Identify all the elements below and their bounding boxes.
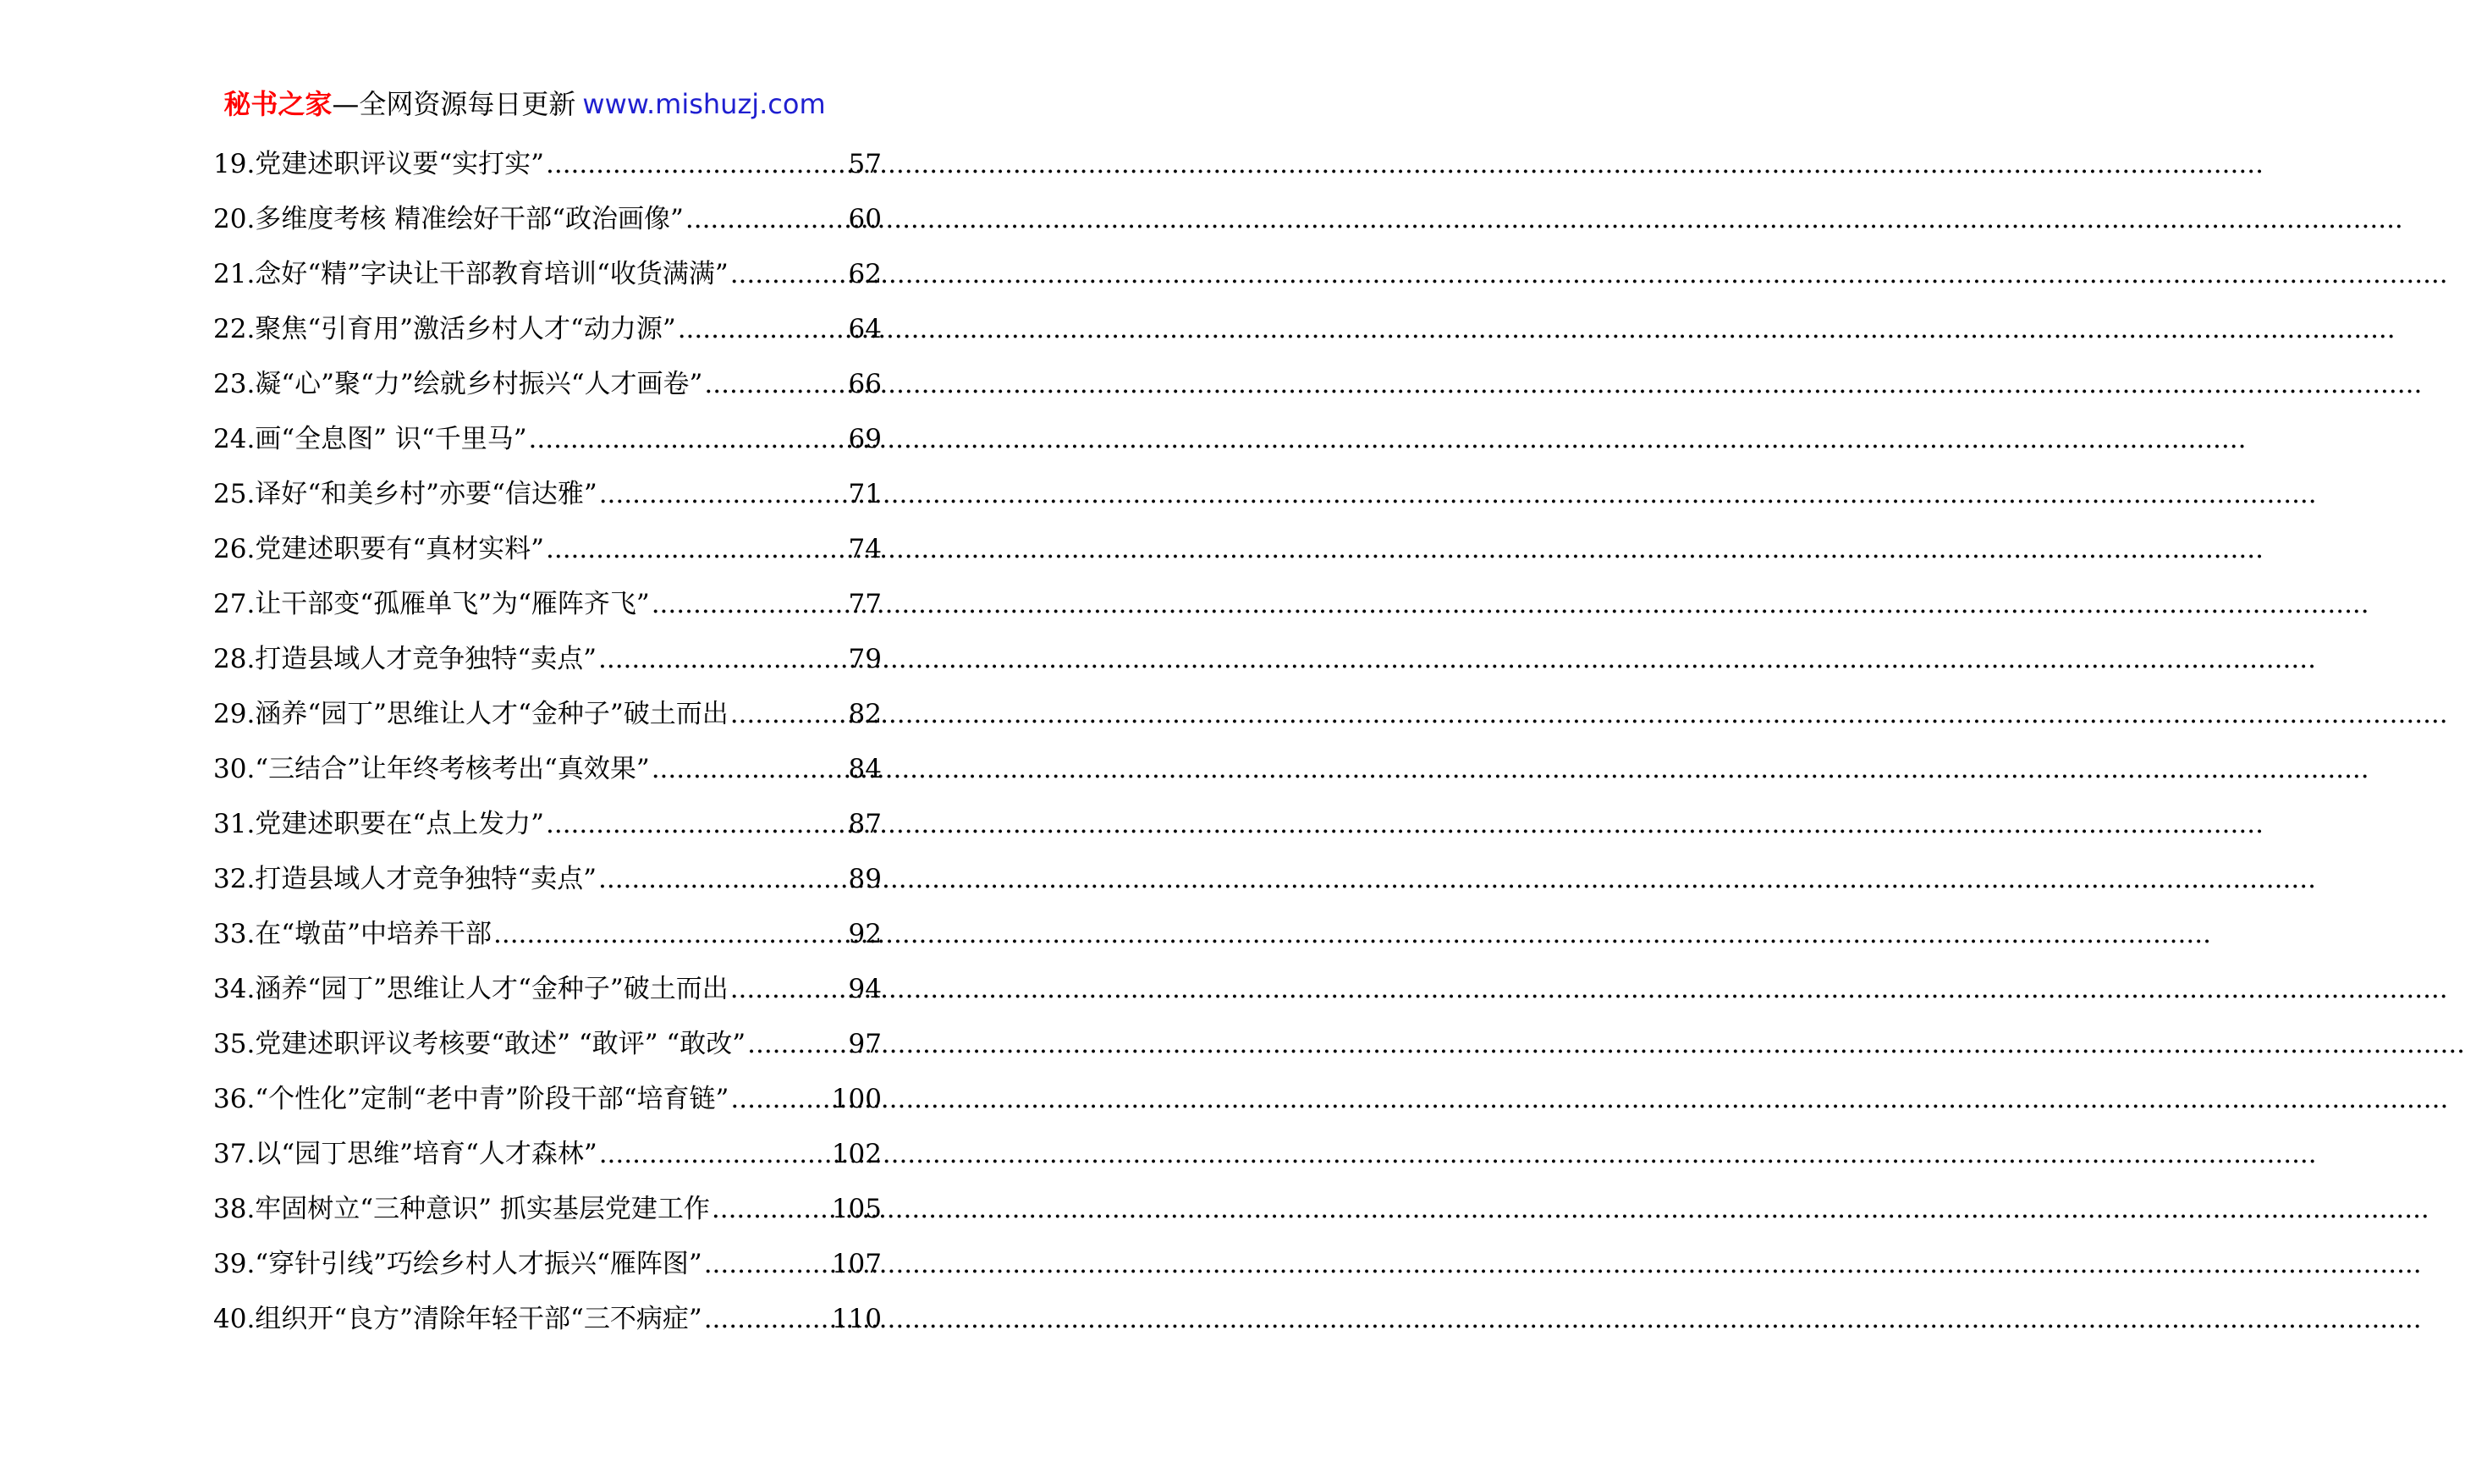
site-url-link[interactable]: www.mishuzj.com bbox=[582, 88, 826, 120]
toc-entry-title: 25.译好“和美乡村”亦要“信达雅” bbox=[213, 479, 597, 509]
toc-entry[interactable] bbox=[213, 522, 882, 577]
toc-entry[interactable] bbox=[213, 192, 882, 247]
table-of-contents bbox=[213, 137, 882, 1347]
toc-page-number: 105 bbox=[831, 1194, 882, 1224]
toc-entry[interactable] bbox=[213, 137, 882, 192]
toc-entry[interactable] bbox=[213, 1072, 882, 1127]
brand-name: 秘书之家 bbox=[223, 88, 333, 120]
toc-entry[interactable] bbox=[213, 1182, 882, 1237]
toc-entry-title: 40.组织开“良方”清除年轻干部“三不病症” bbox=[213, 1304, 702, 1334]
toc-entry[interactable] bbox=[213, 302, 882, 357]
toc-entry[interactable] bbox=[213, 1017, 882, 1072]
toc-entry[interactable] bbox=[213, 742, 882, 797]
toc-dot-leader bbox=[704, 1237, 830, 1292]
toc-entry-title: 24.画“全息图” 识“千里马” bbox=[213, 424, 527, 454]
toc-dot-leader bbox=[678, 302, 847, 357]
toc-entry-title: 20.多维度考核 精准绘好干部“政治画像” bbox=[213, 204, 684, 234]
toc-dot-leader bbox=[546, 522, 847, 577]
toc-page-number: 60 bbox=[848, 204, 882, 234]
toc-entry[interactable] bbox=[213, 797, 882, 852]
toc-entry-title: 36.“个性化”定制“老中青”阶段干部“培育链” bbox=[213, 1084, 729, 1114]
toc-entry[interactable] bbox=[213, 1127, 882, 1182]
toc-page-number: 62 bbox=[848, 259, 882, 289]
toc-dot-leader bbox=[598, 632, 847, 687]
toc-entry-title: 32.打造县域人才竞争独特“卖点” bbox=[213, 864, 597, 894]
toc-entry[interactable] bbox=[213, 1292, 882, 1347]
toc-page-number: 94 bbox=[848, 974, 882, 1004]
toc-dot-leader bbox=[546, 797, 847, 852]
toc-entry[interactable] bbox=[213, 412, 882, 467]
toc-page-number: 77 bbox=[848, 589, 882, 619]
toc-entry-title: 38.牢固树立“三种意识” 抓实基层党建工作 bbox=[213, 1194, 710, 1224]
toc-page-number: 82 bbox=[848, 699, 882, 729]
toc-entry-title: 28.打造县域人才竞争独特“卖点” bbox=[213, 644, 597, 674]
toc-page-number: 102 bbox=[831, 1139, 882, 1169]
toc-dot-leader bbox=[546, 137, 847, 192]
toc-page-number: 64 bbox=[848, 314, 882, 344]
toc-entry-title: 37.以“园丁思维”培育“人才森林” bbox=[213, 1139, 597, 1169]
toc-dot-leader bbox=[599, 467, 847, 522]
toc-entry-title: 22.聚焦“引育用”激活乡村人才“动力源” bbox=[213, 314, 676, 344]
toc-dot-leader bbox=[747, 1017, 846, 1072]
toc-entry[interactable] bbox=[213, 247, 882, 302]
toc-page-number: 89 bbox=[848, 864, 882, 894]
site-header bbox=[0, 83, 1049, 125]
toc-entry[interactable] bbox=[213, 962, 882, 1017]
toc-page-number: 69 bbox=[848, 424, 882, 454]
toc-entry-title: 29.涵养“园丁”思维让人才“金种子”破土而出 bbox=[213, 699, 729, 729]
toc-dot-leader bbox=[652, 742, 847, 797]
toc-entry[interactable] bbox=[213, 577, 882, 632]
toc-dot-leader bbox=[652, 577, 847, 632]
toc-page-number: 87 bbox=[848, 809, 882, 839]
toc-entry-title: 30.“三结合”让年终考核考出“真效果” bbox=[213, 754, 650, 784]
toc-entry-title: 26.党建述职要有“真材实料” bbox=[213, 534, 544, 564]
toc-entry[interactable] bbox=[213, 852, 882, 907]
toc-page-number: 71 bbox=[848, 479, 882, 509]
toc-page-number: 100 bbox=[831, 1084, 882, 1114]
toc-dot-leader bbox=[685, 192, 847, 247]
toc-entry-title: 27.让干部变“孤雁单飞”为“雁阵齐飞” bbox=[213, 589, 650, 619]
toc-page-number: 107 bbox=[831, 1249, 882, 1279]
toc-dot-leader bbox=[599, 1127, 830, 1182]
toc-dot-leader bbox=[493, 907, 847, 962]
toc-entry-title: 31.党建述职要在“点上发力” bbox=[213, 809, 544, 839]
toc-entry[interactable] bbox=[213, 467, 882, 522]
toc-page-number: 66 bbox=[848, 369, 882, 399]
toc-entry-title: 33.在“墩苗”中培养干部 bbox=[213, 919, 492, 949]
toc-dot-leader bbox=[712, 1182, 830, 1237]
toc-entry[interactable] bbox=[213, 357, 882, 412]
toc-dot-leader bbox=[730, 1072, 829, 1127]
toc-entry-title: 23.凝“心”聚“力”绘就乡村振兴“人才画卷” bbox=[213, 369, 703, 399]
toc-entry[interactable] bbox=[213, 687, 882, 742]
toc-dot-leader bbox=[529, 412, 847, 467]
toc-entry[interactable] bbox=[213, 907, 882, 962]
toc-dot-leader bbox=[730, 247, 847, 302]
header-tagline: —全网资源每日更新 bbox=[332, 88, 576, 120]
toc-dot-leader bbox=[730, 962, 847, 1017]
toc-entry-title: 21.念好“精”字诀让干部教育培训“收货满满” bbox=[213, 259, 729, 289]
toc-entry[interactable] bbox=[213, 632, 882, 687]
toc-dot-leader bbox=[598, 852, 847, 907]
toc-page-number: 74 bbox=[848, 534, 882, 564]
toc-entry[interactable] bbox=[213, 1237, 882, 1292]
toc-page-number: 84 bbox=[848, 754, 882, 784]
toc-page-number: 57 bbox=[848, 149, 882, 179]
toc-entry-title: 19.党建述职评议要“实打实” bbox=[213, 149, 544, 179]
toc-dot-leader bbox=[704, 1292, 830, 1347]
toc-dot-leader bbox=[730, 687, 847, 742]
toc-page-number: 92 bbox=[848, 919, 882, 949]
toc-page-number: 110 bbox=[831, 1304, 882, 1334]
toc-page-number: 79 bbox=[848, 644, 882, 674]
toc-entry-title: 39.“穿针引线”巧绘乡村人才振兴“雁阵图” bbox=[213, 1249, 702, 1279]
toc-dot-leader bbox=[704, 357, 846, 412]
toc-entry-title: 35.党建述职评议考核要“敢述” “敢评” “敢改” bbox=[213, 1029, 746, 1059]
toc-page-number: 97 bbox=[848, 1029, 882, 1059]
toc-entry-title: 34.涵养“园丁”思维让人才“金种子”破土而出 bbox=[213, 974, 729, 1004]
